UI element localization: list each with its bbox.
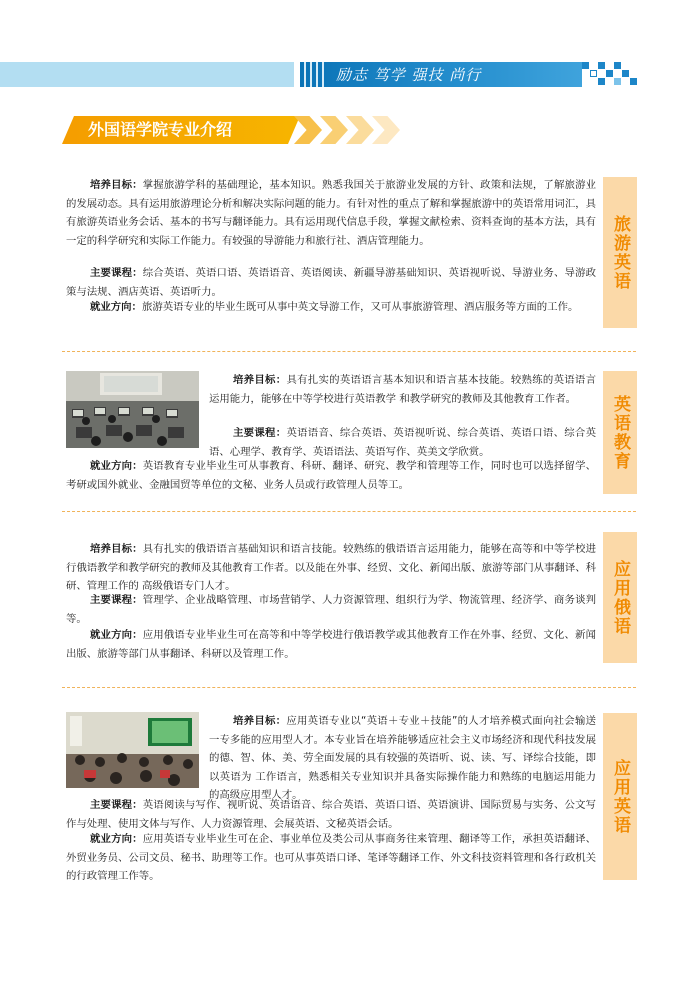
goal-label: 培养目标： (90, 543, 143, 555)
major-name-tab (603, 713, 637, 880)
section-heading (62, 116, 402, 146)
chevron-decoration-1 (294, 116, 322, 144)
major-name: 应用英语 (610, 758, 630, 835)
major-name-tab (603, 532, 637, 663)
major-career (66, 626, 596, 663)
career-text: 旅游英语专业的毕业生既可从事中英文导游工作，又可从事旅游管理、酒店服务等方面的工作。 (141, 301, 579, 313)
major-courses (209, 424, 596, 461)
major-goal (66, 176, 596, 250)
school-motto: 励志 笃学 强技 尚行 (336, 66, 482, 84)
major-courses (66, 796, 596, 833)
major-courses (66, 264, 596, 301)
goal-text: 具有扎实的英语语言基本知识和语言基本技能。较熟练的英语语言运用能力，能够在中等学校进行英语教学 和教学研究的教师及其他教育工作者。 (209, 374, 597, 405)
courses-text: 英语语音、综合英语、英语视听说、综合英语、英语口语、综合英语、心理学、教育学、英语语法、英语写作、英美文学欣赏。 (209, 427, 597, 458)
section-divider (62, 687, 636, 688)
career-label: 就业方向： (90, 833, 143, 845)
section-divider (62, 511, 636, 512)
courses-text: 英语阅读与写作、视听说、英语语音、综合英语、英语口语、英语演讲、国际贸易与实务、公文写作与处理、使用文体与写作、人力资源管理、会展英语、文秘英语会话。 (66, 799, 597, 830)
major-goal (66, 540, 596, 596)
goal-text: 掌握旅游学科的基础理论，基本知识。熟悉我国关于旅游业发展的方针、政策和法规，了解旅游业的发展动态。具有运用旅游理论分析和解决实际问题的能力。有针对性的重点了解和掌握旅游中的英语常用词汇，具有旅游英语业务会话、基本的书写与翻译能力。具有运用现代信息手段，掌握文献检索、资料查询的基本方法，具有一定的科学研究和实际工作能力。有较强的导游能力和旅行社、酒店管理能力。 (66, 179, 597, 247)
major-name: 应用俄语 (610, 559, 630, 636)
career-text: 英语教育专业毕业生可从事教育、科研、翻译、研究、教学和管理等工作，同时也可以选择留学、考研或国外就业、金融国贸等单位的文秘、业务人员或行政管理人员等工。 (66, 460, 597, 491)
major-goal (209, 371, 596, 408)
chevron-decoration-4 (372, 116, 400, 144)
major-name: 英语教育 (610, 394, 630, 471)
chevron-decoration-3 (346, 116, 374, 144)
header-band-light (0, 62, 294, 87)
career-label: 就业方向： (90, 301, 142, 313)
career-label: 就业方向： (90, 629, 143, 641)
major-courses (66, 591, 596, 628)
courses-label: 主要课程： (90, 799, 143, 811)
lecture-hall-photo (66, 712, 199, 788)
computer-classroom-photo (66, 371, 199, 448)
major-career (66, 830, 596, 886)
major-name-tab (603, 371, 637, 494)
header-stripes (304, 62, 328, 87)
courses-label: 主要课程： (90, 267, 143, 279)
major-career (66, 298, 596, 317)
major-goal (209, 712, 596, 805)
major-career (66, 457, 596, 494)
career-text: 应用俄语专业毕业生可在高等和中等学校进行俄语教学或其他教育工作在外事、经贸、文化、新闻出版、旅游等部门从事翻译、科研以及管理工作。 (66, 629, 597, 660)
page-title: 外国语学院专业介绍 (88, 120, 233, 139)
major-name: 旅游英语 (610, 214, 630, 291)
goal-label: 培养目标： (233, 715, 287, 727)
chevron-decoration-2 (320, 116, 348, 144)
career-label: 就业方向： (90, 460, 143, 472)
courses-text: 管理学、企业战略管理、市场营销学、人力资源管理、组织行为学、物流管理、经济学、商务谈判等。 (66, 594, 597, 625)
major-name-tab (603, 177, 637, 328)
section-divider (62, 351, 636, 352)
courses-text: 综合英语、英语口语、英语语音、英语阅读、新疆导游基础知识、英语视听说、导游业务、导游政策与法规、酒店英语、英语听力。 (66, 267, 597, 298)
career-text: 应用英语专业毕业生可在企、事业单位及类公司从事商务往来管理、翻译等工作，承担英语翻译、外贸业务员、公司文员、秘书、助理等工作。也可从事英语口译、笔译等翻译工作、外文科技资料管理和各行政机关的行政管理工作等。 (66, 833, 597, 882)
goal-text: 应用英语专业以“英语＋专业＋技能”的人才培养模式面向社会输送一专多能的应用型人才。本专业旨在培养能够适应社会主义市场经济和现代科技发展的德、智、体、美、劳全面发展的具有较强的英语听、说、读、写、译综合技能，即以英语为 工作语言，熟悉相关专业知识并具备实际操作能力和熟练的电脑运用能力的高级应用型人才。 (209, 715, 596, 801)
courses-label: 主要课程： (90, 594, 143, 606)
goal-text: 具有扎实的俄语语言基础知识和语言技能。较熟练的俄语语言运用能力，能够在高等和中等学校进行俄语教学和教学研究的教师及其他教育工作者。以及能在外事、经贸、文化、新闻出版、旅游等部门从事翻译、科研、管理工作的 高级俄语专门人才。 (66, 543, 597, 592)
courses-label: 主要课程： (233, 427, 287, 439)
goal-label: 培养目标： (90, 179, 143, 191)
pixel-decoration (578, 62, 638, 90)
goal-label: 培养目标： (233, 374, 287, 386)
